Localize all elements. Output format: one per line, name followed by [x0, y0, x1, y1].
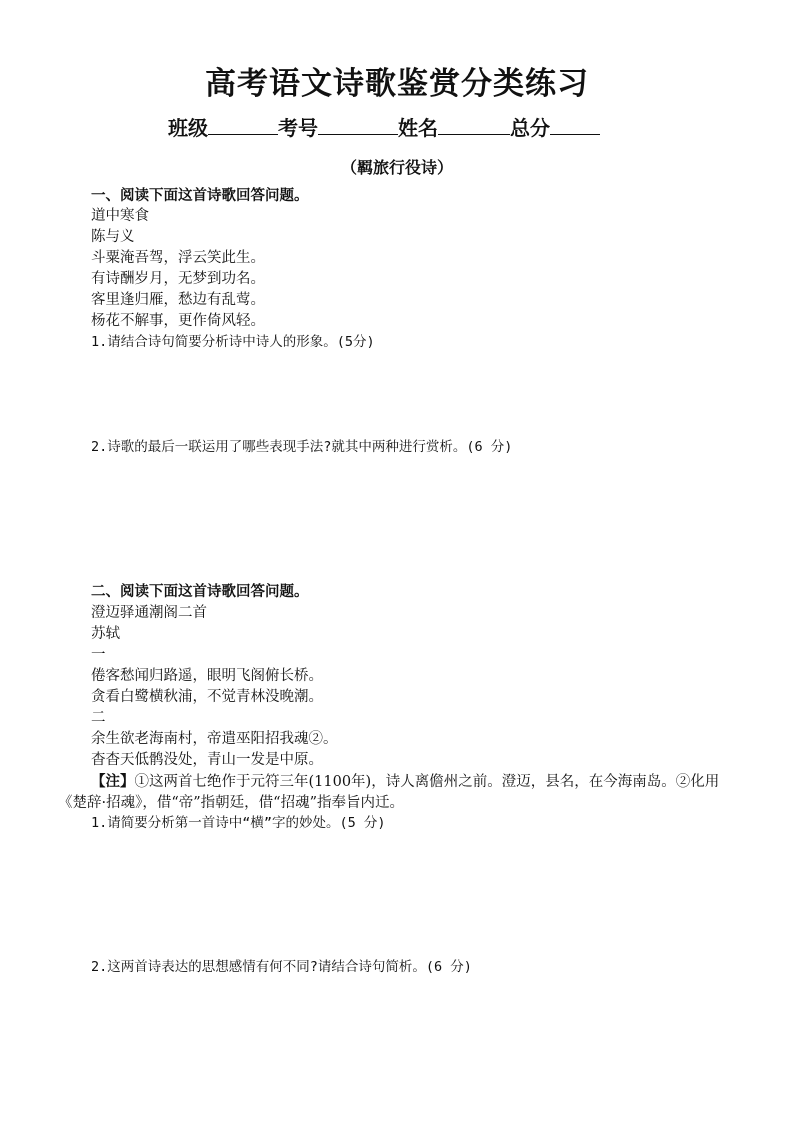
poem-line: 有诗酬岁月，无梦到功名。	[91, 271, 265, 287]
total-blank[interactable]	[550, 116, 600, 135]
section2-question-1: 1.请简要分析第一首诗中“横”字的妙处。(5 分)	[91, 815, 386, 831]
section2-question-2: 2.这两首诗表达的思想感情有何不同?请结合诗句简析。(6 分)	[91, 959, 472, 975]
section2-poem-title: 澄迈驿通潮阁二首	[91, 605, 207, 621]
poem-line: 斗粟淹吾驾，浮云笑此生。	[91, 250, 265, 266]
section1-question-1: 1.请结合诗句简要分析诗中诗人的形象。(5分)	[91, 334, 375, 350]
note-text: ①这两首七绝作于元符三年(1100年)，诗人离儋州之前。澄迈，县名，在今海南岛。②化用《楚辞·招魂》，借“帝”指朝廷，借“招魂”指奉旨内迁。	[58, 774, 720, 811]
note-tag: 【注】	[91, 773, 135, 790]
poem-line: 杳杳天低鹘没处，青山一发是中原。	[91, 752, 323, 768]
section2-author: 苏轼	[91, 626, 120, 642]
class-blank[interactable]	[208, 116, 278, 135]
poem-line: 贪看白鹭横秋浦，不觉青林没晚潮。	[91, 689, 323, 705]
section1-heading: 一、阅读下面这首诗歌回答问题。	[91, 187, 309, 204]
page-title: 高考语文诗歌鉴赏分类练习	[205, 66, 589, 102]
poem-line: 客里逢归雁，愁边有乱莺。	[91, 292, 265, 308]
section1-question-2: 2.诗歌的最后一联运用了哪些表现手法?就其中两种进行赏析。(6 分)	[91, 439, 513, 455]
name-label: 姓名	[398, 116, 438, 140]
page-subtitle: （羁旅行役诗）	[340, 158, 453, 177]
annotation-note	[58, 771, 740, 814]
student-info-line	[168, 112, 600, 141]
exam-no-label: 考号	[278, 116, 318, 140]
name-blank[interactable]	[438, 116, 510, 135]
exam-no-blank[interactable]	[318, 116, 398, 135]
poem-line: 余生欲老海南村，帝遣巫阳招我魂②。	[91, 731, 338, 747]
poem-part-label: 二	[91, 710, 106, 726]
total-label: 总分	[510, 116, 550, 140]
poem-line: 倦客愁闻归路遥，眼明飞阁俯长桥。	[91, 668, 323, 684]
section1-poem-title: 道中寒食	[91, 208, 149, 224]
poem-line: 杨花不解事，更作倚风轻。	[91, 313, 265, 329]
poem-part-label: 一	[91, 647, 106, 663]
section2-heading: 二、阅读下面这首诗歌回答问题。	[91, 583, 309, 600]
class-label: 班级	[168, 116, 208, 140]
section1-author: 陈与义	[91, 229, 135, 245]
